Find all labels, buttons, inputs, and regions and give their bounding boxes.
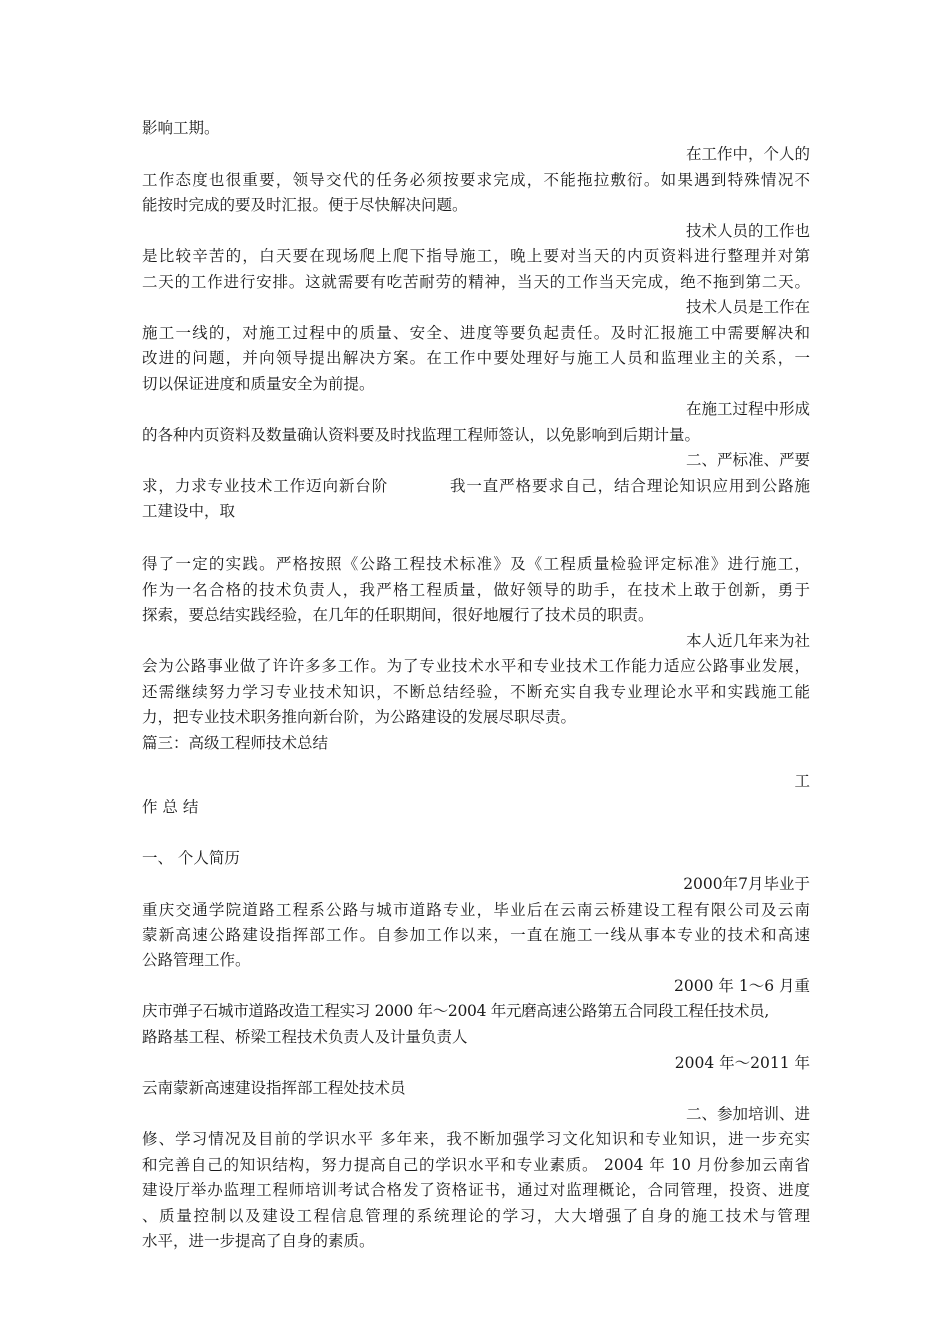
text-line: 和完善自己的知识结构，努力提高自己的学识水平和专业素质。 2004 年 10 月份参加云南省 xyxy=(142,1156,810,1174)
text-line: 得了一定的实践。严格按照《公路工程技术标准》及《工程质量检验评定标准》进行施工， xyxy=(142,555,810,573)
text-line: 施工一线的，对施工过程中的质量、安全、进度等要负起责任。及时汇报施工中需要解决和 xyxy=(142,324,810,342)
text-line: 修、学习情况及目前的学识水平 多年来，我不断加强学习文化知识和专业知识，进一步充实 xyxy=(142,1130,810,1148)
text-line: 路路基工程、桥梁工程技术负责人及计量负责人 xyxy=(142,1028,468,1046)
text-line: 庆市弹子石城市道路改造工程实习 2000 年～2004 年元磨高速公路第五合同段工程任技术员, xyxy=(142,1002,770,1020)
paragraph-start: 2004 年～2011 年 xyxy=(674,1054,810,1072)
text-line: 建设厅举办监理工程师培训考试合格发了资格证书，通过对监理概论，合同管理，投资、进度 xyxy=(142,1181,810,1199)
section-heading-start: 二、参加培训、进 xyxy=(685,1105,810,1123)
paragraph-start: 技术人员的工作也 xyxy=(685,222,810,240)
text-line: 作为一名合格的技术负责人，我严格工程质量，做好领导的助手，在技术上敢于创新，勇于 xyxy=(142,581,810,599)
text-line: 、质量控制以及建设工程信息管理的系统理论的学习，大大增强了自身的施工技术与管理 xyxy=(142,1207,810,1225)
text-line: 二天的工作进行安排。这就需要有吃苦耐劳的精神，当天的工作当天完成，绝不拖到第二天。 xyxy=(142,273,810,291)
text-line: 水平，进一步提高了自身的素质。 xyxy=(142,1232,375,1250)
paragraph-start: 在工作中，个人的 xyxy=(685,145,810,163)
paragraph-start: 技术人员是工作在 xyxy=(685,298,810,316)
text-line: 探索，要总结实践经验，在几年的任职期间，很好地履行了技术员的职责。 xyxy=(142,606,654,624)
title-line: 作 总 结 xyxy=(142,798,199,816)
title-char: 工 xyxy=(794,772,810,790)
section-heading: 一、 个人简历 xyxy=(142,849,240,867)
text-line: 改进的问题，并向领导提出解决方案。在工作中要处理好与施工人员和监理业主的关系，一 xyxy=(142,349,810,367)
paragraph-start: 在施工过程中形成 xyxy=(685,400,810,418)
text-line: 影响工期。 xyxy=(142,119,220,137)
section-heading-start: 二、严标准、严要 xyxy=(685,451,810,469)
text-line: 工作态度也很重要，领导交代的任务必须按要求完成，不能拖拉敷衍。如果遇到特殊情况不 xyxy=(142,171,810,189)
text-line: 会为公路事业做了许许多多工作。为了专业技术水平和专业技术工作能力适应公路事业发展， xyxy=(142,657,810,675)
paragraph-start: 2000 年 1～6 月重 xyxy=(674,977,810,995)
text-line: 是比较辛苦的，白天要在现场爬上爬下指导施工，晚上要对当天的内页资料进行整理并对第 xyxy=(142,247,810,265)
text-line: 力，把专业技术职务推向新台阶，为公路建设的发展尽职尽责。 xyxy=(142,708,577,726)
text-line: 蒙新高速公路建设指挥部工作。自参加工作以来，一直在施工一线从事本专业的技术和高速 xyxy=(142,926,810,944)
text-line: 重庆交通学院道路工程系公路与城市道路专业，毕业后在云南云桥建设工程有限公司及云南 xyxy=(142,901,810,919)
text-line: 云南蒙新高速建设指挥部工程处技术员 xyxy=(142,1079,406,1097)
text-line: 求，力求专业技术工作迈向新台阶 我一直严格要求自己，结合理论知识应用到公路施 xyxy=(142,477,810,495)
text-line: 的各种内页资料及数量确认资料要及时找监理工程师签认，以免影响到后期计量。 xyxy=(142,426,701,444)
paragraph-start: 本人近几年来为社 xyxy=(685,632,810,650)
chapter-heading: 篇三：高级工程师技术总结 xyxy=(142,734,329,752)
text-line: 能按时完成的要及时汇报。便于尽快解决问题。 xyxy=(142,196,468,214)
text-line: 切以保证进度和质量安全为前提。 xyxy=(142,375,375,393)
text-line: 公路管理工作。 xyxy=(142,951,251,969)
paragraph-start: 2000年7月毕业于 xyxy=(683,875,810,893)
text-line: 工建设中，取 xyxy=(142,502,236,520)
text-line: 还需继续努力学习专业技术知识，不断总结经验，不断充实自我专业理论水平和实践施工能 xyxy=(142,683,810,701)
